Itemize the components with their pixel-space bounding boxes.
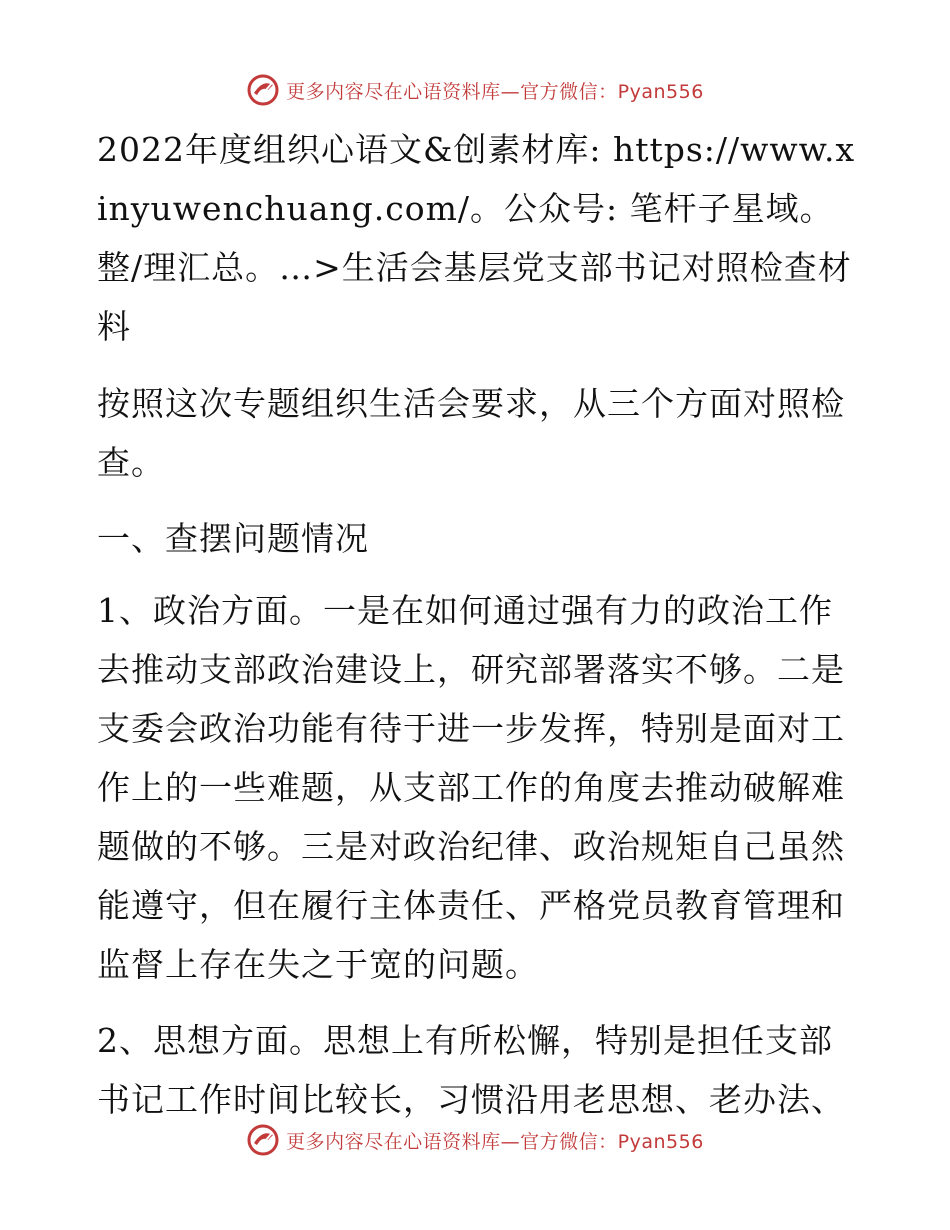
seal-logo-icon bbox=[246, 1123, 280, 1157]
seal-logo-icon bbox=[246, 73, 280, 107]
item-ideological: 2、思想方面。思想上有所松懈，特别是担任支部书记工作时间比较长，习惯沿用老思想、老办法、 bbox=[97, 1021, 845, 1119]
watermark-banner-top bbox=[0, 70, 950, 110]
watermark-banner-bottom bbox=[0, 1120, 950, 1160]
watermark-text: 更多内容尽在心语资料库—官方微信：Pyan556 bbox=[286, 80, 704, 103]
watermark-text: 更多内容尽在心语资料库—官方微信：Pyan556 bbox=[286, 1130, 704, 1153]
intro-paragraph: 按照这次专题组织生活会要求，从三个方面对照检查。 bbox=[97, 384, 845, 482]
item-political: 1、政治方面。一是在如何通过强有力的政治工作去推动支部政治建设上，研究部署落实不够。二是支委会政治功能有待于进一步发挥，特别是面对工作上的一些难题，从支部工作的角度去推动破解难题做的不够。三是对政治纪律、政治规矩自己虽然能遵守，但在履行主体责任、严格党员教育管理和监督上存在失之于宽的问题。 bbox=[97, 591, 845, 984]
title-paragraph: 2022年度组织心语文&创素材库: https://www.xinyuwenchuang.com/。公众号: 笔杆子星域。整/理汇总。…>生活会基层党支部书记对照检查材料 bbox=[97, 130, 856, 346]
document-body bbox=[97, 120, 857, 1146]
section-heading: 一、查摆问题情况 bbox=[97, 519, 369, 558]
